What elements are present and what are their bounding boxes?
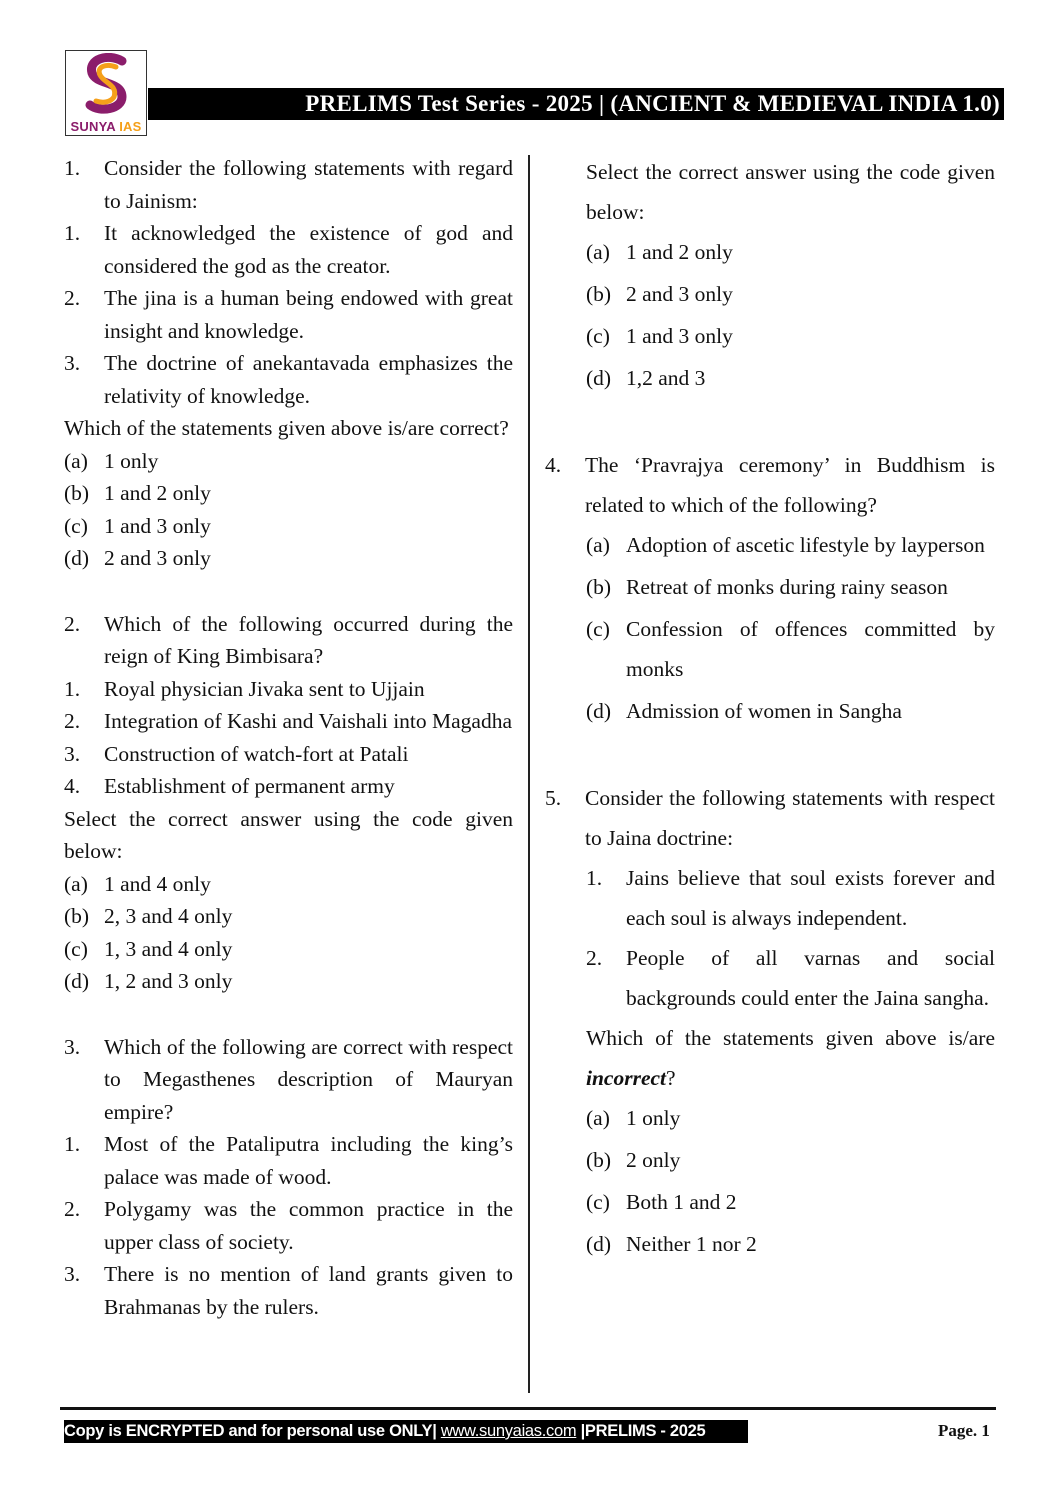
answer-option (586, 358, 995, 398)
statement (586, 938, 995, 1018)
statement-number: 4. (64, 774, 81, 798)
statement-text: Integration of Kashi and Vaishali into Magadha (104, 709, 513, 733)
question (64, 608, 513, 998)
prompt-text: Which of the statements given above is/are (586, 1026, 995, 1050)
answer-option-text: 1 and 2 only (104, 481, 211, 505)
answer-option-number: (d) (64, 969, 90, 993)
answer-option-text: Admission of women in Sangha (626, 699, 902, 723)
answer-option (586, 567, 995, 607)
statement-number: 1. (64, 1132, 81, 1156)
answer-option-number: (a) (64, 448, 88, 473)
answer-option-text: 1 and 2 only (626, 240, 733, 264)
answer-option (586, 691, 995, 731)
statement (64, 1128, 513, 1193)
answer-option-text: Adoption of ascetic lifestyle by layperson (626, 533, 985, 557)
answer-option-text: 1,2 and 3 (626, 366, 706, 390)
answer-option-text: Neither 1 nor 2 (626, 1232, 757, 1256)
answer-option-number: (a) (586, 533, 610, 557)
answer-option-text: 1 and 3 only (104, 513, 211, 538)
statement-text: People of all varnas and social backgrounds could enter the Jaina sangha. (626, 946, 995, 1010)
answer-option (586, 1098, 995, 1138)
statement-number: 2. (64, 1197, 81, 1221)
question-stem (545, 445, 995, 525)
answer-option (586, 316, 995, 356)
prompt-emphasis: incorrect (586, 1066, 667, 1090)
answer-option (586, 525, 995, 565)
statement (64, 738, 513, 771)
statement-text: It acknowledged the existence of god and considered the god as the creator. (104, 221, 513, 278)
statement-number: 2. (64, 286, 81, 310)
answer-option-text: 1, 3 and 4 only (104, 936, 233, 961)
statement (64, 1193, 513, 1258)
statement-text: Most of the Pataliputra including the king’s palace was made of wood. (104, 1132, 513, 1189)
answer-option-text: Retreat of monks during rainy season (626, 575, 948, 599)
answer-option-text: Both 1 and 2 (626, 1190, 737, 1214)
question-stem-number: 3. (64, 1034, 81, 1059)
answer-option-number: (c) (586, 617, 610, 641)
answer-option (64, 900, 513, 933)
statement (64, 1258, 513, 1323)
footer-notice (64, 1420, 748, 1443)
answer-option-number: (c) (586, 324, 610, 348)
answer-option-text: 2 only (626, 1148, 681, 1172)
answer-option-number: (b) (586, 1148, 612, 1172)
answer-option-number: (b) (64, 904, 90, 928)
question-stem (545, 778, 995, 858)
column-divider (528, 155, 530, 1393)
footer-suffix: |PRELIMS - 2025 (576, 1422, 706, 1440)
answer-option-number: (d) (64, 546, 90, 570)
page-number: Page. 1 (938, 1421, 990, 1440)
answer-option-text: 2 and 3 only (104, 546, 211, 570)
answer-option-number: (d) (586, 699, 612, 723)
answer-option (64, 933, 513, 966)
answer-option-number: (d) (586, 366, 612, 390)
spacer (64, 575, 513, 608)
answer-option-number: (b) (586, 575, 612, 599)
question-stem-number: 4. (545, 453, 562, 477)
logo-text-ias: IAS (119, 119, 142, 134)
statement-text: Royal physician Jivaka sent to Ujjain (104, 676, 425, 701)
statement-text: There is no mention of land grants given to Brahmanas by the rulers. (104, 1262, 513, 1319)
header-title: PRELIMS Test Series - 2025 | (ANCIENT & MEDIEVAL INDIA 1.0) (148, 88, 1004, 120)
statement (586, 858, 995, 938)
statement-number: 1. (64, 221, 81, 245)
logo-s-icon (80, 53, 134, 115)
question-prompt (64, 412, 513, 445)
answer-option-number: (c) (64, 513, 88, 538)
answer-option-number: (a) (64, 871, 88, 896)
footer-notice-text: Copy is ENCRYPTED and for personal use ONLY| (64, 1422, 441, 1440)
question (64, 1031, 513, 1324)
statement-number: 3. (64, 741, 81, 766)
answer-option-number: (b) (586, 282, 612, 306)
prompt-text: Which of the statements given above is/are correct? (64, 416, 509, 440)
answer-option-text: Confession of offences committed by monks (626, 617, 995, 681)
statement (64, 770, 513, 803)
question (545, 778, 995, 1264)
answer-option (64, 542, 513, 575)
question (64, 152, 513, 575)
answer-option-text: 1 only (626, 1106, 681, 1130)
statement-text: Polygamy was the common practice in the upper class of society. (104, 1197, 513, 1254)
statement-text: Establishment of permanent army (104, 774, 395, 798)
statement-text: Construction of watch-fort at Patali (104, 741, 409, 766)
logo-text-sunya: SUNYA (70, 119, 116, 134)
answer-option-text: 1 and 4 only (104, 871, 211, 896)
sunya-ias-logo (65, 50, 147, 136)
statement (64, 217, 513, 282)
question-stem-number: 2. (64, 611, 81, 636)
question-stem-text: Which of the following are correct with respect to Megasthenes description of Mauryan empire? (104, 1034, 513, 1124)
answer-option (64, 510, 513, 543)
question-3-continuation (545, 152, 995, 398)
statement-number: 1. (64, 676, 81, 701)
statement (64, 673, 513, 706)
answer-option (586, 232, 995, 272)
answer-option-number: (a) (586, 240, 610, 264)
question-prompt: Select the correct answer using the code given below: (586, 160, 995, 224)
answer-option-number: (d) (586, 1232, 612, 1256)
statement-text: The jina is a human being endowed with great insight and knowledge. (104, 286, 513, 343)
spacer (545, 400, 995, 445)
question-stem (64, 608, 513, 673)
question-stem-text: The ‘Pravrajya ceremony’ in Buddhism is related to which of the following? (585, 453, 995, 517)
question-stem-text: Consider the following statements with respect to Jaina doctrine: (585, 786, 995, 850)
answer-option (586, 609, 995, 689)
statement-number: 3. (64, 1262, 81, 1286)
answer-option (64, 868, 513, 901)
question-stem (64, 152, 513, 217)
question-stem-number: 1. (64, 156, 81, 180)
answer-option-text: 2 and 3 only (626, 282, 733, 306)
prompt-text: Select the correct answer using the code given below: (64, 806, 513, 863)
website-link[interactable]: www.sunyaias.com (440, 1422, 577, 1440)
statement-number: 2. (64, 709, 81, 733)
answer-option-number: (c) (586, 1190, 610, 1214)
prompt-end: ? (666, 1066, 676, 1090)
statement-number: 1. (586, 866, 603, 890)
answer-option-text: 1, 2 and 3 only (104, 969, 233, 993)
statement-number: 3. (64, 351, 81, 375)
answer-option (64, 445, 513, 478)
question-stem-text: Which of the following occurred during the reign of King Bimbisara? (104, 611, 513, 668)
answer-option-number: (a) (586, 1106, 610, 1130)
question-stem-text: Consider the following statements with regard to Jainism: (104, 156, 513, 213)
answer-option (64, 965, 513, 998)
answer-option-text: 1 and 3 only (626, 324, 733, 348)
question-stem-number: 5. (545, 786, 562, 810)
question-prompt (586, 1018, 995, 1098)
answer-option-text: 2, 3 and 4 only (104, 904, 233, 928)
answer-option (586, 1182, 995, 1222)
answer-option-text: 1 only (104, 448, 159, 473)
question (545, 445, 995, 731)
answer-option (64, 477, 513, 510)
left-column (64, 152, 513, 1323)
right-column (545, 152, 995, 1266)
spacer (545, 733, 995, 778)
statement-number: 2. (586, 946, 603, 970)
answer-option-number: (c) (64, 936, 88, 961)
answer-option-number: (b) (64, 481, 90, 505)
footer-rule (60, 1407, 996, 1410)
question-stem (64, 1031, 513, 1129)
answer-option (586, 1140, 995, 1180)
question-prompt (64, 803, 513, 868)
spacer (64, 998, 513, 1031)
statement (64, 705, 513, 738)
statement-text: The doctrine of anekantavada emphasizes the relativity of knowledge. (104, 351, 513, 408)
statement (64, 282, 513, 347)
statement-text: Jains believe that soul exists forever and each soul is always independent. (626, 866, 995, 930)
answer-option (586, 274, 995, 314)
statement (64, 347, 513, 412)
answer-option (586, 1224, 995, 1264)
